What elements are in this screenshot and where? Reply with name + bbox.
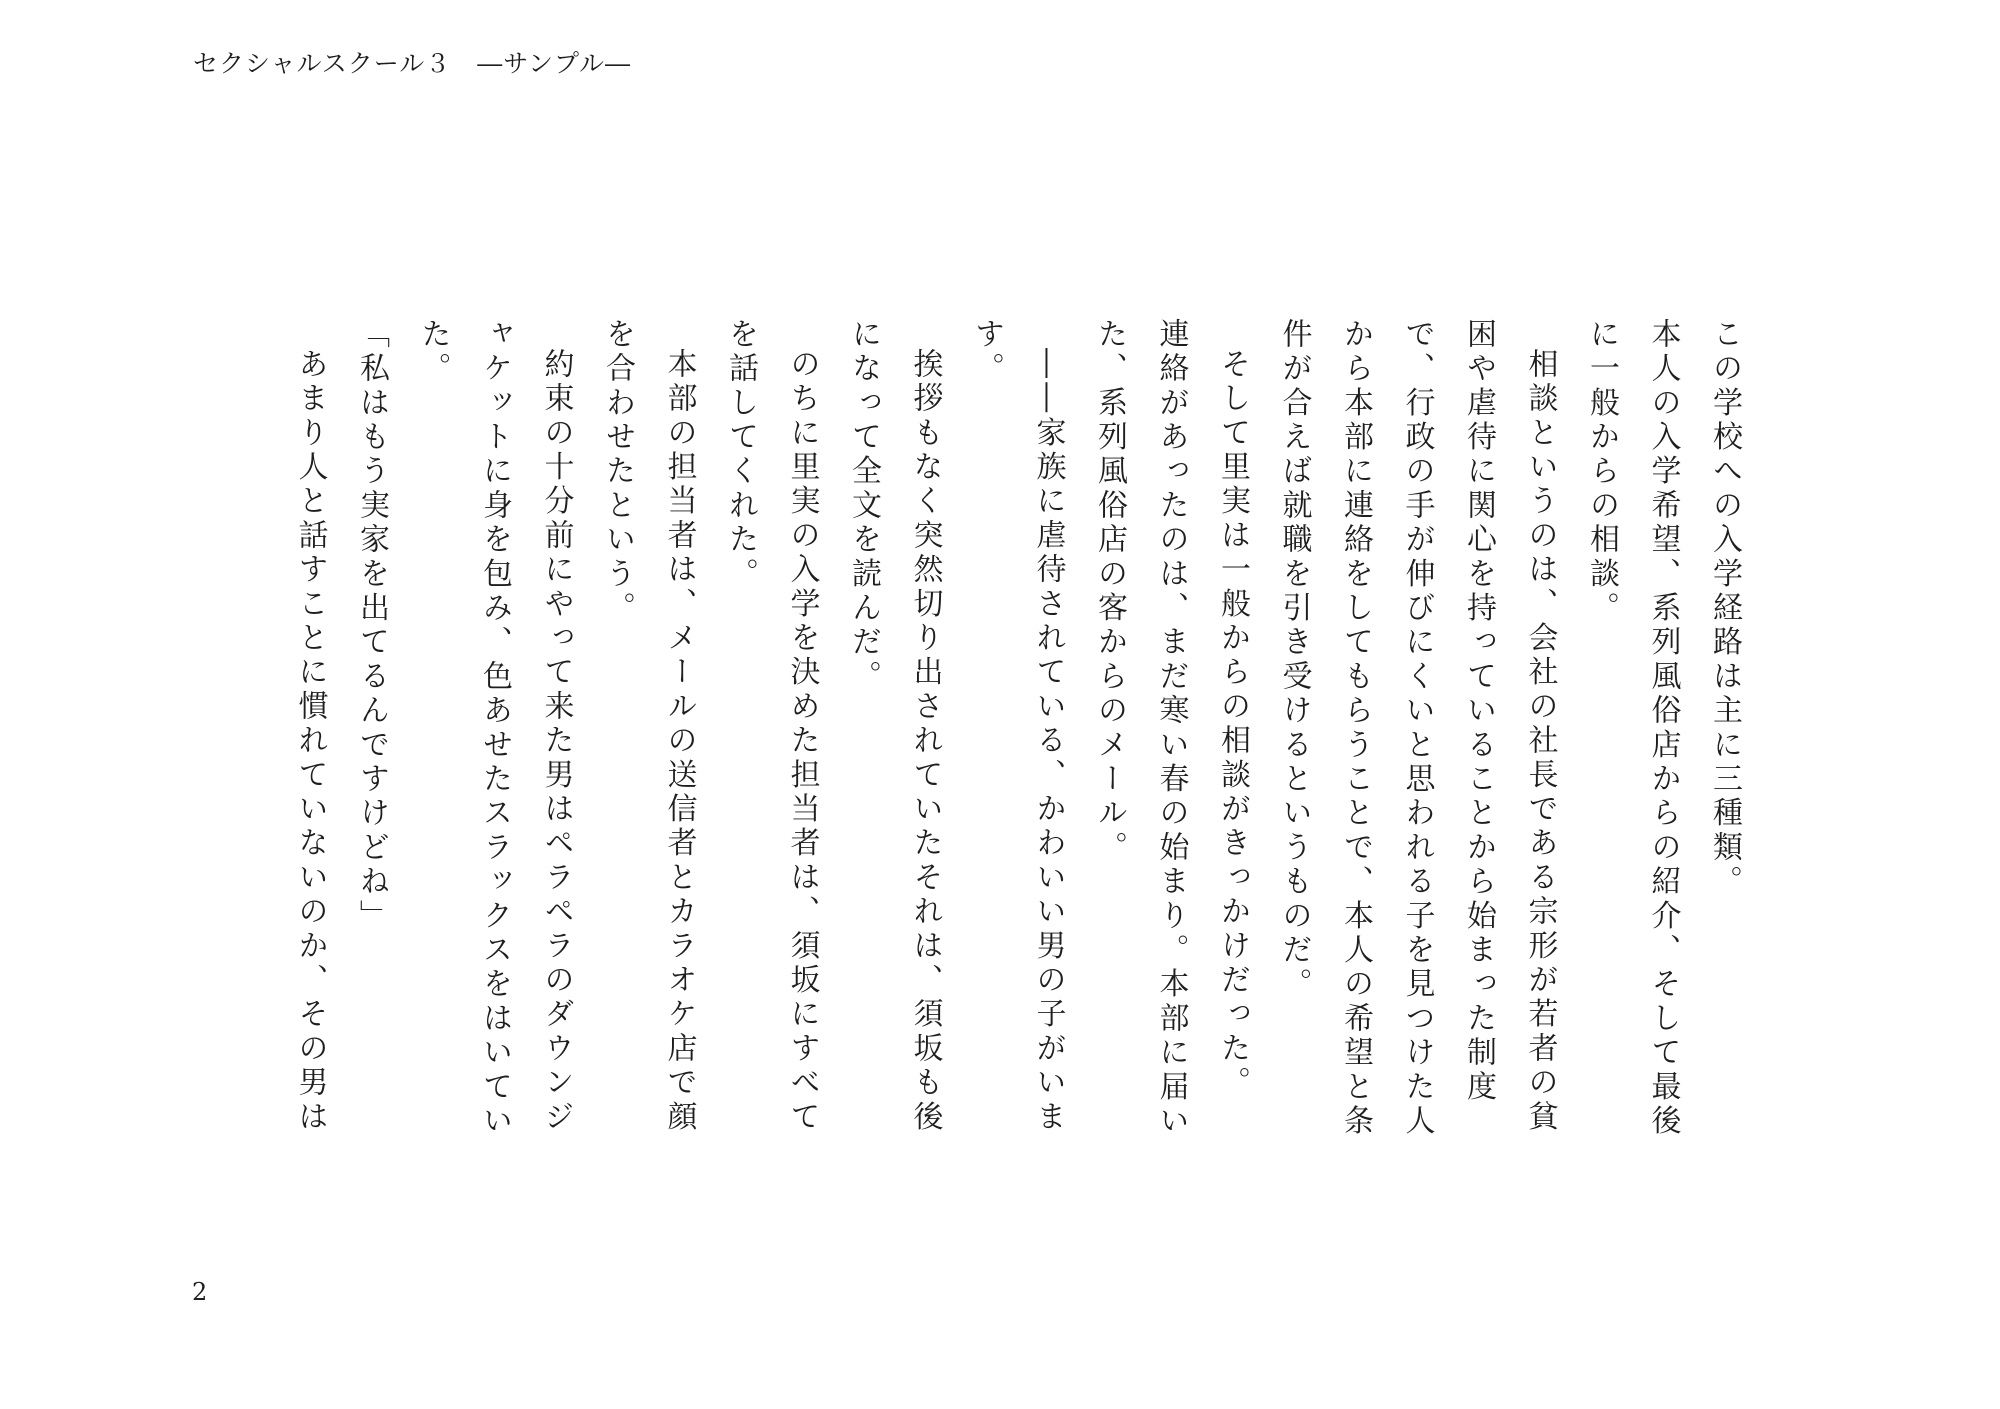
paragraph: のちに里実の入学を決めた担当者は、須坂にすべてを話してくれた。 [723,318,820,1135]
paragraph: 本部の担当者は、メールの送信者とカラオケ店で顔を合わせたという。 [600,318,697,1135]
paragraph: 相談というのは、会社の社長である宗形が若者の貧困や虐待に関心を持っていることから始まった制度で、行政の手が伸びにくいと思われる子を見つけた人から本部に連絡をしてもらうことで、本人の希望と条件が合えば就職を引き受けるというものだ。 [1276,318,1558,1139]
paragraph: この学校への入学経路は主に三種類。 [1707,318,1742,900]
paragraph: 「私はもう実家を出てるんですけどね」 [354,318,389,934]
paragraph: 本人の入学希望、系列風俗店からの紹介、そして最後に一般からの相談。 [1584,318,1681,1139]
paragraph: ――家族に虐待されている、かわいい男の子がいます。 [969,318,1066,1135]
paragraph: 挨拶もなく突然切り出されていたそれは、須坂も後になって全文を読んだ。 [846,318,943,1135]
page-number: 2 [192,1278,208,1306]
vertical-body-text [215,318,1755,1158]
paragraph: あまり人と話すことに慣れていないのか、その男は [292,348,328,1135]
paragraph: 約束の十分前にやって来た男はペラペラのダウンジャケットに身を包み、色あせたスラックスをはいていた。 [415,318,574,1139]
paragraph: 連絡があったのは、まだ寒い春の始まり。本部に届いた、系列風俗店の客からのメール。 [1092,318,1189,1139]
running-header: セクシャルスクール３ ―サンプル― [193,49,632,78]
paragraph: そして里実は一般からの相談がきっかけだった。 [1215,348,1250,1101]
